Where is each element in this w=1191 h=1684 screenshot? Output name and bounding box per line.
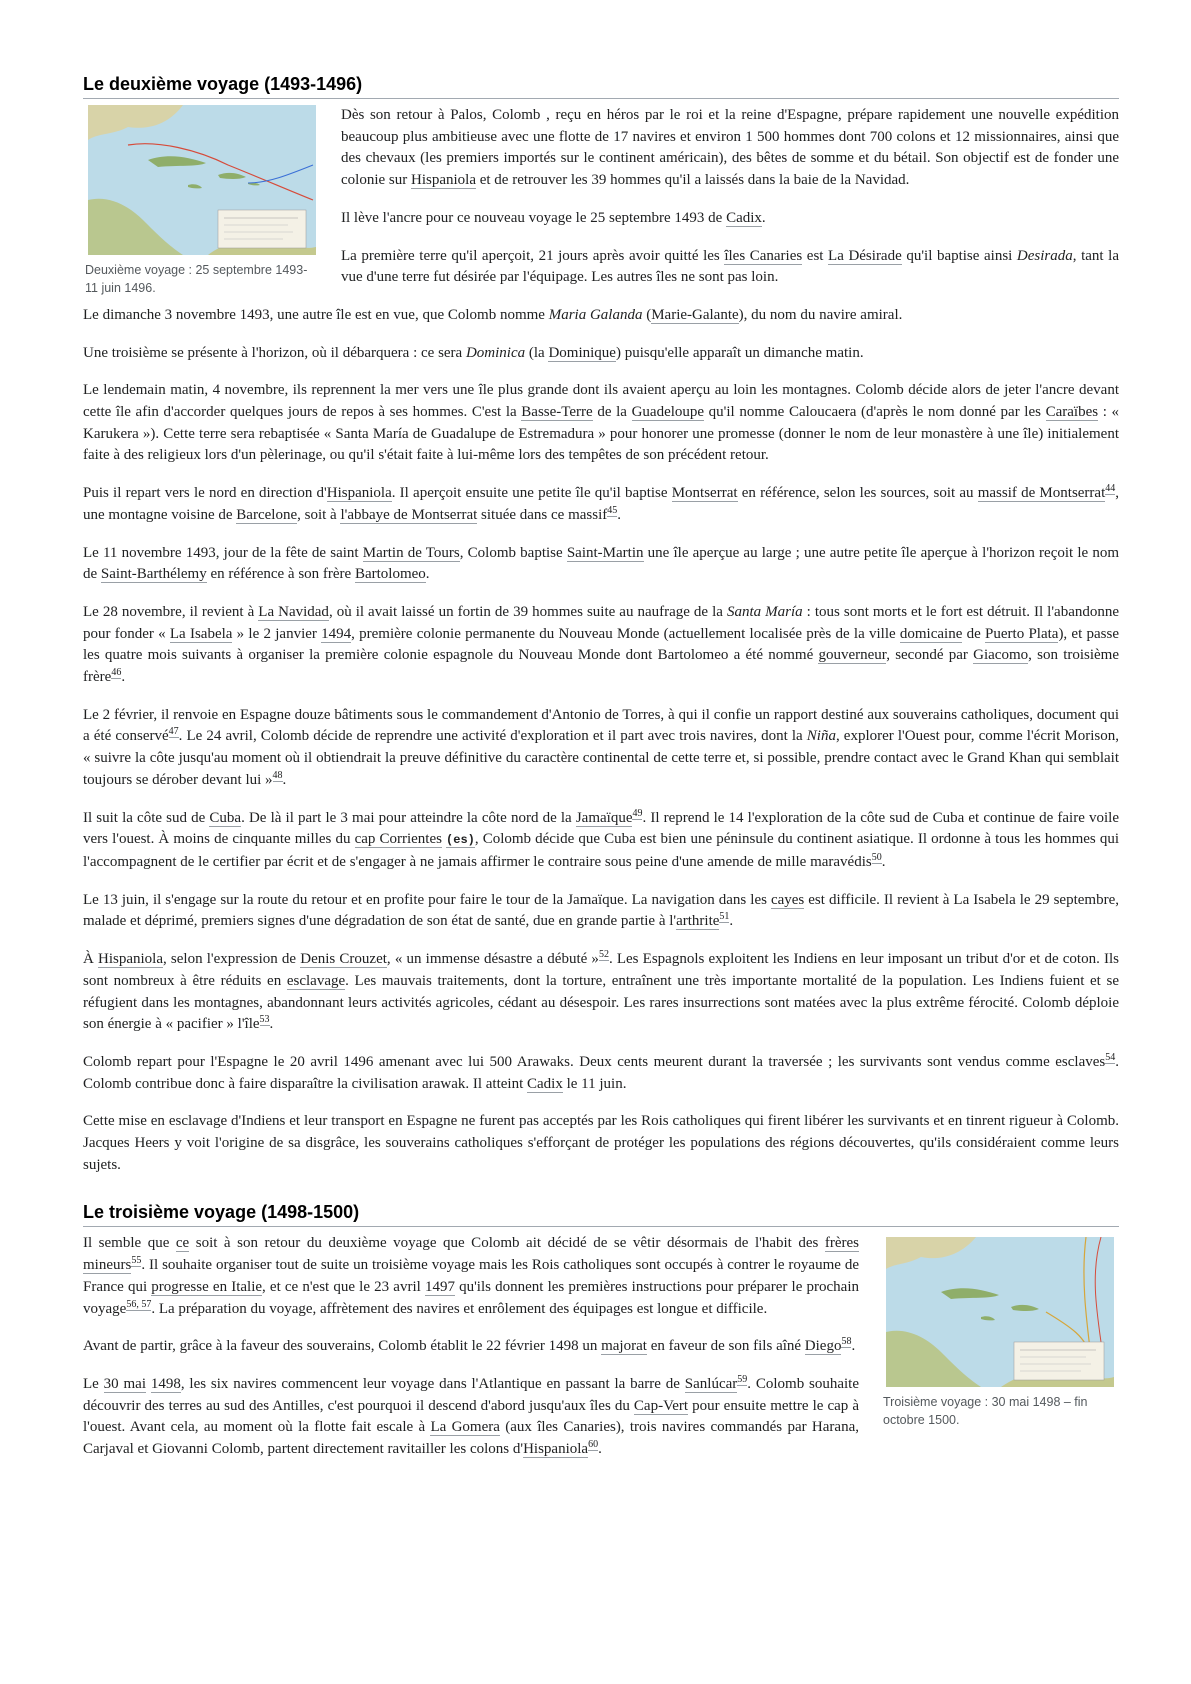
link[interactable]: 1494 — [321, 625, 352, 642]
paragraph: Il semble que ce soit à son retour du deuxième voyage que Colomb ait décidé de se vêtir désormais de l'habit des frères mineurs$^{55}$. Il souhaite organiser tout de suite un troisième voyage mais les Rois catholiques sont occupés à contrer le royaume de France qui progresse en Italie, et ce n'est que le 23 avril 1497 qu'ils donnent les premières instructions pour préparer le prochain voyage$^{56, 57}$. La préparation du voyage, affrètement des navires et enrôlement des équipages est longue et difficile. — [83, 1235, 860, 1317]
link[interactable]: ce — [175, 1235, 190, 1252]
paragraph: Le 11 novembre 1493, jour de la fête de saint Martin de Tours, Colomb baptise Saint-Martin une île aperçue au large ; une autre petite île aperçue à l'horizon reçoit le nom de Saint-Barthélemy en référence à son frère Bartolomeo. — [83, 544, 1120, 583]
link[interactable]: La Isabela — [169, 625, 233, 642]
link[interactable]: Montserrat — [671, 485, 738, 502]
paragraph: Le 28 novembre, il revient à La Navidad, où il avait laissé un fortin de 39 hommes suite au naufrage de la Santa María : tous sont morts et le fort est détruit. Il l'abandonne pour fonder « La Isabela » le 2 janvier 1494, première colonie permanente du Nouveau Monde (actuellement localisée près de la ville domicaine de Puerto Plata), et passe les quatre mois suivants à organiser la première colonie espagnole du Nouveau Monde dont Bartolomeo a été nommé gouverneur, secondé par Giacomo, son troisième frère$^{46}$. — [83, 603, 1120, 686]
paragraph: Une troisième se présente à l'horizon, où il débarquera : ce sera Dominica (la Dominique) puisqu'elle apparaît un dimanche matin. — [83, 344, 864, 361]
reference-link[interactable]: 46 — [111, 667, 122, 679]
link[interactable]: Giacomo — [973, 647, 1029, 664]
link[interactable]: Marie-Galante — [651, 306, 739, 323]
paragraph: Cette mise en esclavage d'Indiens et leur transport en Espagne ne furent pas acceptés par les Rois catholiques qui firent libérer les survivants et en tinrent rigueur à Colomb. Jacques Heers y voit l'origine de sa disgrâce, les souverains catholiques s'efforçant de protéger les populations des régions découvertes, qu'ils considéraient comme leurs sujets. — [83, 1113, 1119, 1173]
link[interactable]: frères mineurs — [83, 1235, 860, 1274]
figure-third-voyage — [881, 1237, 1119, 1429]
reference-link[interactable]: 49 — [632, 807, 643, 819]
link[interactable]: progresse en Italie — [151, 1278, 263, 1295]
link[interactable]: Bartolomeo — [354, 566, 426, 583]
link[interactable]: Guadeloupe — [631, 404, 705, 421]
reference-link[interactable]: 59 — [737, 1373, 748, 1385]
figure-caption: Deuxième voyage : 25 septembre 1493-11 juin 1496. — [85, 263, 308, 295]
article-body — [83, 64, 1119, 1477]
reference-link[interactable]: 48 — [272, 769, 283, 781]
link[interactable]: cayes — [770, 891, 805, 908]
link[interactable]: Hispaniola — [98, 951, 163, 968]
link[interactable]: 1498 — [150, 1375, 181, 1392]
figure-second-voyage — [83, 105, 321, 297]
paragraph: À Hispaniola, selon l'expression de Denis Crouzet, « un immense désastre a débuté »$^{52}$. Les Espagnols exploitent les Indiens en leur imposant un tribut d'or et de coton. Ils sont nombreux à être réduits en esclavage. Les mauvais traitements, dont la torture, entraînent une très importante mortalité de la population. Les Indiens fuient et se réfugient dans les montagnes, abandonnant leurs activités agricoles, cédant au désespoir. Les rares insurrections sont matées avec la plus extrême férocité. Colomb déploie son énergie à « pacifier » l'île$^{53}$. — [83, 949, 1120, 1033]
link[interactable]: Hispaniola — [410, 172, 476, 189]
reference-link[interactable]: 60 — [588, 1439, 599, 1451]
link[interactable]: esclavage — [286, 972, 346, 989]
link[interactable]: arthrite — [676, 913, 720, 930]
section-heading-third-voyage: Le troisième voyage (1498-1500) — [83, 1202, 1119, 1227]
paragraph: Il suit la côte sud de Cuba. De là il part le 3 mai pour atteindre la côte nord de la Jamaïque$^{49}$. Il reprend le 14 l'exploration de la côte sud de Cuba et continue de faire voile vers l'ouest. À moins de cinquante milles du cap Corrientes (es), Colomb décide que Cuba est bien une péninsule du continent asiatique. Il ordonne à tous les hommes qui l'accompagnent de le certifier par écrit et de s'engager à ne jamais affirmer le contraire sous peine d'une amende de mille maravédis$^{50}$. — [83, 807, 1120, 870]
caribbean-map-icon[interactable] — [88, 105, 316, 255]
link[interactable]: Dominique — [548, 344, 616, 361]
paragraph: La première terre qu'il aperçoit, 21 jours après avoir quitté les îles Canaries est La Désirade qu'il baptise ainsi Desirada, tant la vue d'une terre fut désirée par l'équipage. Les autres îles ne sont pas loin. — [341, 247, 1119, 286]
link[interactable]: Hispaniola — [326, 485, 392, 502]
paragraph: Le lendemain matin, 4 novembre, ils reprennent la mer vers une île plus grande dont ils avaient aperçu au loin les montagnes. Colomb décide alors de jeter l'ancre devant cette île afin d'accorder quelques jours de repos à ses hommes. C'est la Basse-Terre de la Guadeloupe qu'il nomme Caloucaera (d'après le nom donné par les Caraïbes : « Karukera »). Cette terre sera rebaptisée « Santa María de Guadalupe de Estremadura » pour honorer une promesse (donner le nom de leur monastère à une île) initialement faite à des religieux lors d'un pèlerinage, ou qu'il s'était faite à lui-même lors des tempêtes de son précédent retour. — [83, 382, 1119, 464]
link[interactable]: Martin de Tours — [362, 544, 460, 561]
link[interactable]: 30 mai — [103, 1375, 146, 1392]
link[interactable]: La Gomera — [430, 1419, 500, 1436]
link[interactable]: Puerto Plata — [985, 625, 1059, 642]
reference-link[interactable]: 58 — [841, 1336, 852, 1348]
reference-link[interactable]: 56, 57 — [126, 1298, 152, 1310]
link[interactable]: La Désirade — [828, 247, 902, 264]
paragraph: Dès son retour à Palos, Colomb , reçu en héros par le roi et la reine d'Espagne, prépare rapidement une nouvelle expédition beaucoup plus ambitieuse avec une flotte de 17 navires et environ 1 500 hommes dont 700 colons et 12 missionnaires, ainsi que des chevaux (les premiers importés sur le continent américain), des bêtes de somme et du bétail. Son objectif est de fonder une colonie sur Hispaniola et de retrouver les 39 hommes qu'il a laissés dans la baie de la Navidad. — [341, 107, 1119, 189]
language-link[interactable]: (es) — [446, 833, 475, 848]
paragraph: Le 13 juin, il s'engage sur la route du retour et en profite pour faire le tour de la Jamaïque. La navigation dans les cayes est difficile. Il revient à La Isabela le 29 septembre, malade et déprimé, premiers signes d'une dégradation de son état de santé, due en grande partie à l'arthrite$^{51}$. — [83, 891, 1119, 930]
reference-link[interactable]: 45 — [607, 504, 618, 516]
section-heading-second-voyage: Le deuxième voyage (1493-1496) — [83, 74, 1119, 99]
link[interactable]: Cadix — [726, 209, 762, 226]
link[interactable]: Sanlúcar — [684, 1375, 738, 1392]
paragraph: Il lève l'ancre pour ce nouveau voyage le 25 septembre 1493 de Cadix. — [341, 209, 766, 226]
link[interactable]: Cuba — [209, 809, 242, 826]
link[interactable]: Saint-Martin — [566, 544, 644, 561]
link[interactable]: Denis Crouzet — [300, 951, 387, 968]
link[interactable]: Saint-Barthélemy — [100, 566, 207, 583]
link[interactable]: Hispaniola — [523, 1441, 589, 1458]
caribbean-map-icon[interactable] — [886, 1237, 1114, 1387]
link[interactable]: l'abbaye de Montserrat — [340, 506, 478, 523]
link[interactable]: Diego — [804, 1338, 842, 1355]
link[interactable]: majorat — [601, 1338, 647, 1355]
reference-link[interactable]: 54 — [1105, 1051, 1116, 1063]
paragraph: Le dimanche 3 novembre 1493, une autre île est en vue, que Colomb nomme Maria Galanda (Marie-Galante), du nom du navire amiral. — [83, 306, 903, 323]
link[interactable]: Basse-Terre — [521, 404, 593, 421]
reference-link[interactable]: 44 — [1105, 483, 1116, 495]
reference-link[interactable]: 52 — [598, 949, 609, 961]
paragraph: Le 30 mai 1498, les six navires commencent leur voyage dans l'Atlantique en passant la barre de Sanlúcar$^{59}$. Colomb souhaite découvrir des terres au sud des Antilles, c'est pourquoi il descend d'abord jusqu'aux îles du Cap-Vert pour ensuite mettre le cap à l'ouest. Avant cela, au moment où la flotte fait escale à La Gomera (aux îles Canaries), trois navires commandés par Harana, Carjaval et Giovanni Colomb, partent directement ravitailler les colons d'Hispaniola$^{60}$. — [83, 1373, 860, 1458]
link[interactable]: Caraïbes — [1045, 404, 1099, 421]
link[interactable]: Cadix — [527, 1075, 563, 1092]
link[interactable]: îles Canaries — [724, 247, 803, 264]
link[interactable]: domicaine — [899, 625, 963, 642]
reference-link[interactable]: 50 — [871, 851, 882, 863]
link[interactable]: Jamaïque — [575, 809, 633, 826]
link[interactable]: Cap-Vert — [633, 1397, 689, 1414]
link[interactable]: 1497 — [424, 1278, 455, 1295]
paragraph: Le 2 février, il renvoie en Espagne douze bâtiments sous le commandement d'Antonio de Torres, à qui il confie un rapport destiné aux souverains catholiques, document qui a été conservé$^{47}$. Le 24 avril, Colomb décide de reprendre une activité d'exploration et il part avec trois navires, dont la Niña, explorer l'Ouest pour, comme l'écrit Morison, « suivre la côte jusqu'au moment où il obtiendrait la preuve définitive du caractère continental de cette terre et, si possible, prendre contact avec le Grand Khan qui semblait toujours se dérober devant lui »$^{48}$. — [83, 706, 1120, 788]
link[interactable]: gouverneur — [818, 647, 887, 664]
reference-link[interactable]: 47 — [168, 726, 179, 738]
paragraph: Avant de partir, grâce à la faveur des souverains, Colomb établit le 22 février 1498 un majorat en faveur de son fils aîné Diego$^{58}$. — [83, 1336, 856, 1355]
link[interactable]: massif de Montserrat — [977, 485, 1106, 502]
reference-link[interactable]: 51 — [719, 911, 730, 923]
paragraph: Puis il repart vers le nord en direction d'Hispaniola. Il aperçoit ensuite une petite île qu'il baptise Montserrat en référence, selon les sources, soit au massif de Montserrat$^{44}$, une montagne voisine de Barcelone, soit à l'abbaye de Montserrat située dans ce massif$^{45}$. — [83, 483, 1120, 523]
link[interactable]: Barcelone — [236, 506, 298, 523]
paragraph: Colomb repart pour l'Espagne le 20 avril 1496 amenant avec lui 500 Arawaks. Deux cents meurent durant la traversée ; les survivants sont vendus comme esclaves$^{54}$. Colomb contribue donc à faire disparaître la civilisation arawak. Il atteint Cadix le 11 juin. — [83, 1051, 1119, 1092]
link[interactable]: La Navidad — [258, 603, 329, 620]
reference-link[interactable]: 55 — [131, 1255, 142, 1267]
figure-caption: Troisième voyage : 30 mai 1498 – fin octobre 1500. — [883, 1395, 1088, 1428]
reference-link[interactable]: 53 — [259, 1014, 270, 1026]
link[interactable]: cap Corrientes — [354, 831, 442, 848]
